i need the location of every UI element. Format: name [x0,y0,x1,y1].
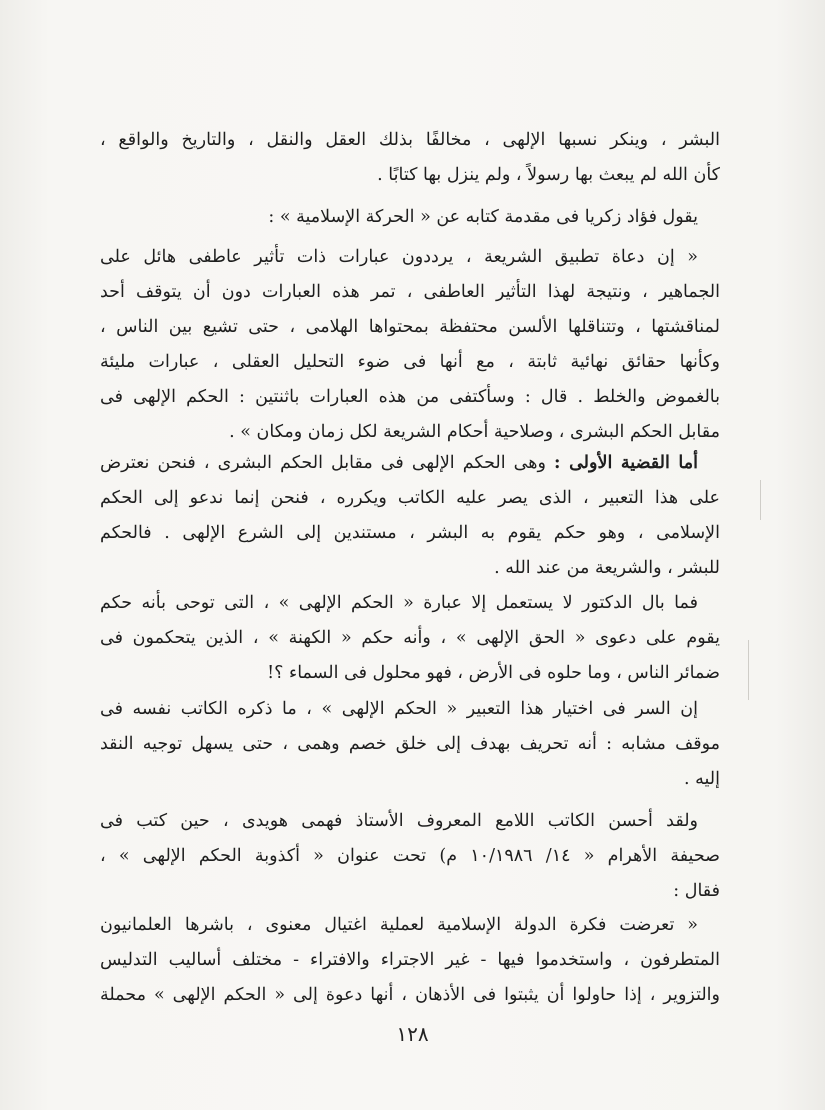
paragraph-8 [100,908,720,1013]
text-line: والتزوير ، إذا حاولوا أن يثبتوا فى الأذهان ، أنها دعوة إلى « الحكم الإلهى » محملة [100,985,720,1005]
paragraph-3 [100,240,720,450]
section-lead: أما القضية الأولى : [554,453,699,473]
text-line: المتطرفون ، واستخدموا فيها - غير الاجتراء والافتراء - مختلف أساليب التدليس [100,950,720,970]
text-line: على هذا التعبير ، الذى يصر عليه الكاتب ويكرره ، فنحن إنما ندعو إلى الحكم [100,488,720,508]
scan-edge-mark [748,640,749,700]
text-line: الإسلامى ، وهو حكم يقوم به البشر ، مستندين إلى الشرع الإلهى . فالحكم [100,523,720,543]
text-line: الجماهير ، ونتيجة لهذا التأثير العاطفى ، تمر هذه العبارات دون أن يتوقف أحد [100,282,720,302]
paragraph-5 [100,586,720,691]
paragraph-7 [100,804,720,909]
text-line: فما بال الدكتور لا يستعمل إلا عبارة « الحكم الإلهى » ، التى توحى بأنه حكم [100,593,698,613]
scan-edge-mark [760,480,761,520]
text-line: مقابل الحكم البشرى ، وصلاحية أحكام الشريعة لكل زمان ومكان » . [229,422,720,442]
text-line: ضمائر الناس ، وما حلوه فى الأرض ، فهو محلول فى السماء ؟! [267,663,720,683]
page-number: ١٢٨ [396,1022,429,1046]
text-line: موقف مشابه : أنه تحريف بهدف إلى خلق خصم وهمى ، حتى يسهل توجيه النقد [100,734,720,754]
paragraph-4 [100,446,720,586]
text-line: ولقد أحسن الكاتب اللامع المعروف الأستاذ فهمى هويدى ، حين كتب فى [100,811,698,831]
paragraph-6 [100,692,720,797]
text-line: فقال : [673,881,720,901]
paragraph-1 [100,123,720,193]
text-line: « تعرضت فكرة الدولة الإسلامية لعملية اغتيال معنوى ، باشرها العلمانيون [100,915,698,935]
text-line: يقول فؤاد زكريا فى مقدمة كتابه عن « الحركة الإسلامية » : [268,207,698,227]
paragraph-2 [100,200,720,235]
text-line [100,446,720,481]
text-line: لمناقشتها ، وتتناقلها الألسن محتفظة بمحتواها الهلامى ، حتى تشيع بين الناس ، [100,317,720,337]
text-line: كأن الله لم يبعث بها رسولاً ، ولم ينزل بها كتابًا . [377,165,720,185]
text-line: البشر ، وينكر نسبها الإلهى ، مخالفًا بذلك العقل والنقل ، والتاريخ والواقع ، [100,130,720,150]
text-line: إن السر فى اختيار هذا التعبير « الحكم الإلهى » ، ما ذكره الكاتب نفسه فى [100,699,698,719]
text-line: للبشر ، والشريعة من عند الله . [494,558,720,578]
text-line: صحيفة الأهرام « ١٤/ ١٠/١٩٨٦ م) تحت عنوان « أكذوبة الحكم الإلهى » ، [100,846,720,866]
text-line: وكأنها حقائق نهائية ثابتة ، مع أنها فى ضوء التحليل العقلى ، عبارات مليئة [100,352,720,372]
text-line: بالغموض والخلط . قال : وسأكتفى من هذه العبارات باثنتين : الحكم الإلهى فى [100,387,720,407]
text-line: إليه . [684,769,720,789]
text-line: « إن دعاة تطبيق الشريعة ، يرددون عبارات ذات تأثير عاطفى هائل على [100,247,698,267]
text-run: وهى الحكم الإلهى فى مقابل الحكم البشرى ، فنحن نعترض [100,453,555,473]
text-line: يقوم على دعوى « الحق الإلهى » ، وأنه حكم « الكهنة » ، الذين يتحكمون فى [100,628,720,648]
